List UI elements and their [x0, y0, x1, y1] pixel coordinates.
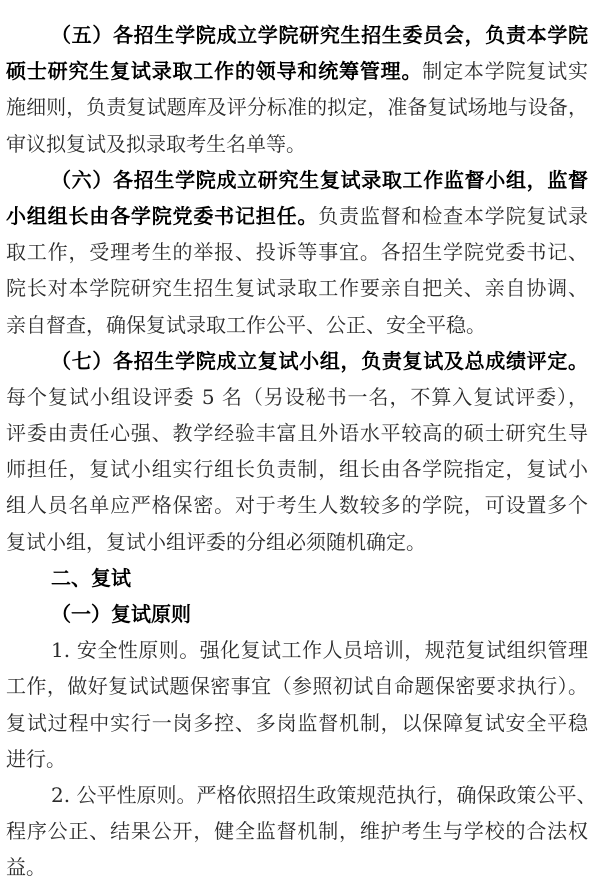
- text-line: [6, 198, 588, 234]
- text-line: [6, 162, 588, 198]
- text-line: [6, 849, 588, 885]
- body-text: 评委由责任心强、教学经验丰富且外语水平较高的硕士研究生导: [6, 421, 588, 446]
- text-line: [6, 560, 588, 596]
- text-line: [6, 668, 588, 704]
- text-line: [6, 596, 588, 632]
- body-text: 益。: [6, 855, 46, 880]
- text-line: [6, 89, 588, 125]
- body-text: 制定本学院复试实: [422, 59, 589, 84]
- paragraph: [6, 343, 588, 560]
- body-text: 取工作，受理考生的举报、投诉等事宜。各招生学院党委书记、: [6, 240, 588, 265]
- bold-text: （六）各招生学院成立研究生复试录取工作监督小组，监督: [51, 167, 588, 192]
- bold-text: （五）各招生学院成立学院研究生招生委员会，负责本学院: [51, 23, 588, 47]
- section-heading: [6, 596, 588, 632]
- body-text: 每个复试小组设评委 5 名（另设秘书一名，不算入复试评委），: [6, 384, 588, 409]
- text-line: [6, 741, 588, 777]
- body-text: 进行。: [6, 746, 66, 771]
- text-line: [6, 705, 588, 741]
- bold-text: （七）各招生学院成立复试小组，负责复试及总成绩评定。: [51, 348, 588, 373]
- body-text: 复试小组，复试小组评委的分组必须随机确定。: [6, 529, 426, 554]
- paragraph: [6, 162, 588, 343]
- text-line: [6, 524, 588, 560]
- paragraph: [6, 777, 597, 886]
- body-text: 程序公正、结果公开，健全监督机制，维护考生与学校的合法权: [6, 819, 588, 844]
- bold-text: 硕士研究生复试录取工作的领导和统筹管理。: [6, 59, 423, 84]
- text-line: [6, 17, 588, 53]
- body-text: 2. 公平性原则。严格依照招生政策规范执行，确保政策公平、: [51, 782, 597, 807]
- text-line: [6, 813, 588, 849]
- body-text: 工作，做好复试试题保密事宜（参照初试自命题保密要求执行）。: [6, 674, 588, 699]
- text-line: [6, 379, 588, 415]
- text-line: [6, 415, 588, 451]
- text-line: [6, 53, 588, 89]
- text-line: [6, 126, 588, 162]
- bold-text: （一）复试原则: [51, 602, 191, 626]
- text-line: [6, 343, 588, 379]
- document-body: [6, 17, 597, 886]
- paragraph: [6, 17, 588, 162]
- body-text: 负责监督和检查本学院复试录: [318, 203, 589, 228]
- body-text: 组人员名单应严格保密。对于考生人数较多的学院，可设置多个: [6, 493, 588, 518]
- text-line: [6, 270, 588, 306]
- text-line: [6, 234, 588, 270]
- bold-text: 二、复试: [51, 565, 131, 590]
- body-text: 亲自督查，确保复试录取工作公平、公正、安全平稳。: [6, 312, 486, 337]
- body-text: 1. 安全性原则。强化复试工作人员培训，规范复试组织管理: [51, 638, 588, 663]
- text-line: [6, 487, 588, 523]
- body-text: 审议拟复试及拟录取考生名单等。: [6, 131, 306, 156]
- text-line: [6, 632, 588, 668]
- text-line: [6, 307, 588, 343]
- paragraph: [6, 632, 588, 777]
- section-heading: [6, 560, 588, 596]
- bold-text: 小组组长由各学院党委书记担任。: [6, 203, 319, 228]
- body-text: 师担任，复试小组实行组长负责制，组长由各学院指定，复试小: [6, 457, 588, 482]
- text-line: [6, 777, 597, 813]
- text-line: [6, 451, 588, 487]
- body-text: 施细则，负责复试题库及评分标准的拟定，准备复试场地与设备，: [6, 95, 588, 120]
- body-text: 复试过程中实行一岗多控、多岗监督机制，以保障复试安全平稳: [6, 710, 588, 735]
- body-text: 院长对本学院研究生招生复试录取工作要亲自把关、亲自协调、: [6, 276, 588, 301]
